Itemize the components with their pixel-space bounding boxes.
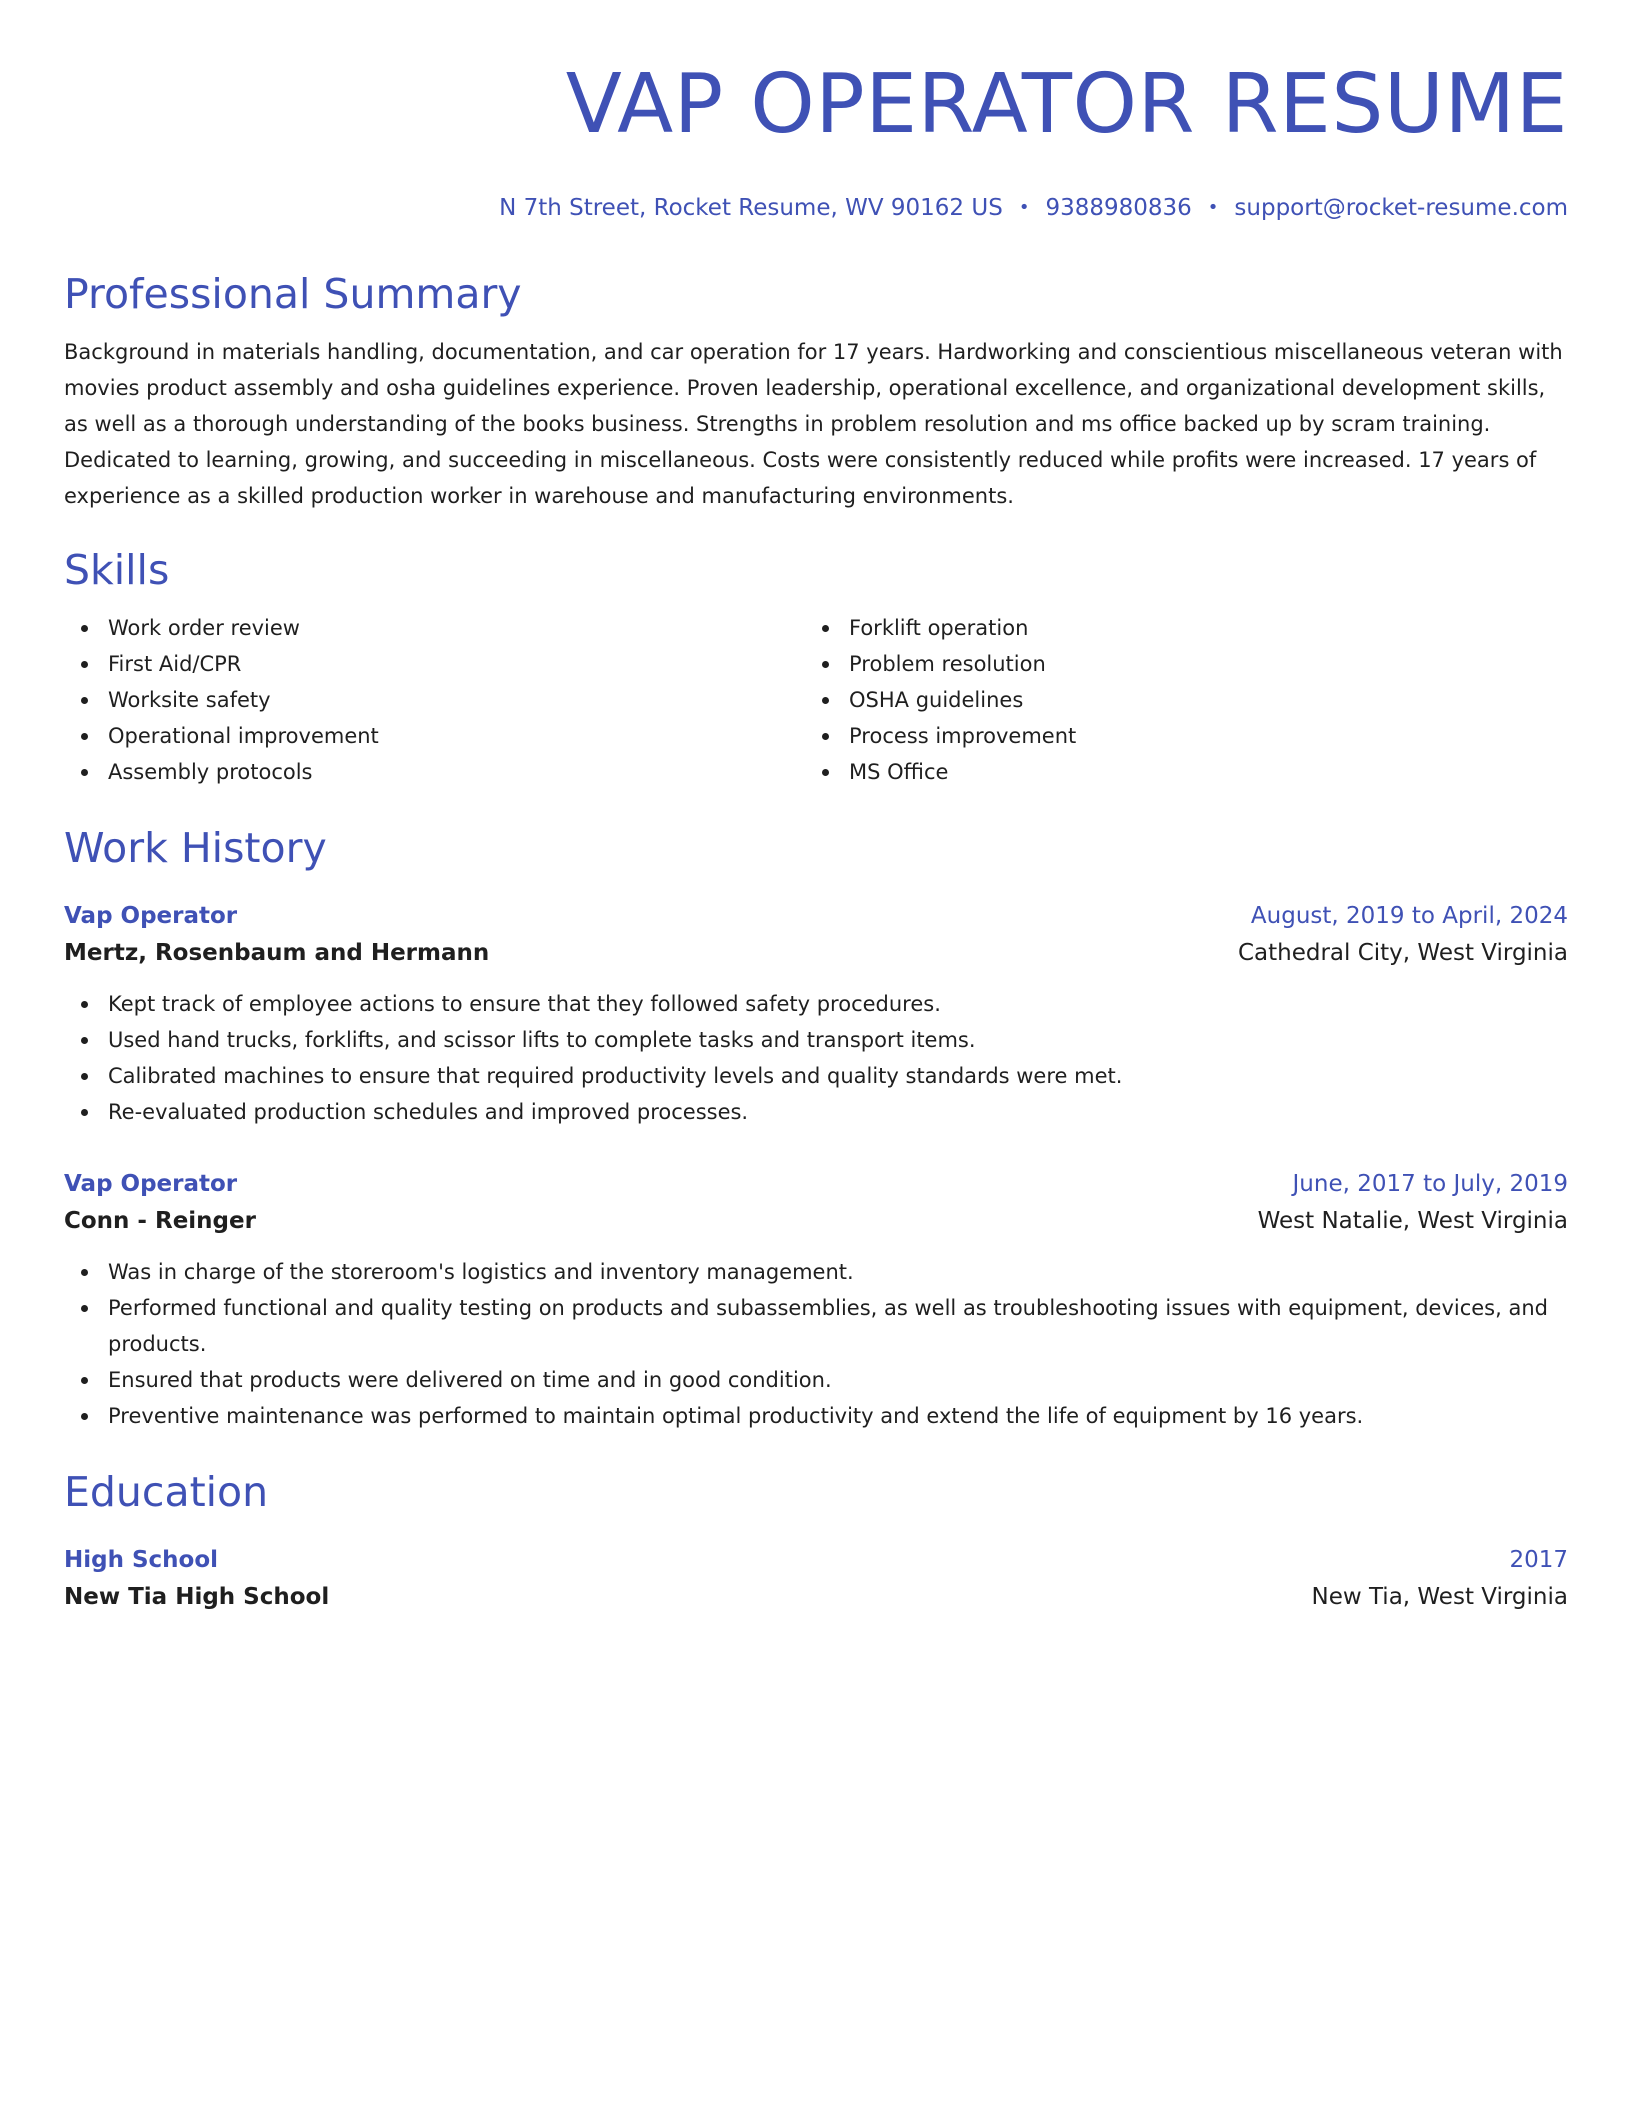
contact-address: N 7th Street, Rocket Resume, WV 90162 US <box>499 195 1003 221</box>
skill-item: Assembly protocols <box>64 754 805 790</box>
job-location: Cathedral City, West Virginia <box>1237 940 1568 966</box>
work-history-heading: Work History <box>64 824 327 872</box>
skills-list-right <box>805 610 1546 790</box>
job-entry <box>64 898 1568 1130</box>
job-dates: June, 2017 to July, 2019 <box>1292 1171 1568 1197</box>
skill-item: Problem resolution <box>805 646 1546 682</box>
job-duties <box>64 986 1568 1130</box>
skill-item: MS Office <box>805 754 1546 790</box>
job-company-row <box>64 1202 1568 1240</box>
job-role: Vap Operator <box>64 1171 238 1197</box>
skill-item: Process improvement <box>805 718 1546 754</box>
job-duty: Performed functional and quality testing on products and subassemblies, as well as troubleshooting issues with equipment, devices, and products. <box>64 1290 1568 1362</box>
job-duty: Ensured that products were delivered on time and in good condition. <box>64 1362 1568 1398</box>
skill-item: Worksite safety <box>64 682 805 718</box>
skill-item: First Aid/CPR <box>64 646 805 682</box>
job-company: Mertz, Rosenbaum and Hermann <box>64 940 490 966</box>
education-heading: Education <box>64 1468 269 1516</box>
skill-item: OSHA guidelines <box>805 682 1546 718</box>
job-header-row <box>64 898 1568 934</box>
job-dates: August, 2019 to April, 2024 <box>1250 903 1568 929</box>
education-location: New Tia, West Virginia <box>1311 1584 1568 1610</box>
skills-heading: Skills <box>64 546 170 594</box>
resume-title: VAP OPERATOR RESUME <box>565 57 1568 152</box>
skill-item: Operational improvement <box>64 718 805 754</box>
skill-item: Work order review <box>64 610 805 646</box>
job-company-row <box>64 934 1568 972</box>
job-header-row <box>64 1166 1568 1202</box>
summary-text: Background in materials handling, documentation, and car operation for 17 years. Hardworking and conscientious miscellaneous veteran with movies product assembly and osha guidelines experience. Proven leadership, operational excellence, and organizational development skills, as well as a thorough understanding of the books business. Strengths in problem resolution and ms office backed up by scram training. Dedicated to learning, growing, and succeeding in miscellaneous. Costs were consistently reduced while profits were increased. 17 years of experience as a skilled production worker in warehouse and manufacturing environments. <box>64 340 1563 508</box>
skills-list-left <box>64 610 805 790</box>
education-entry <box>64 1542 1568 1616</box>
job-entry <box>64 1166 1568 1434</box>
education-header-row <box>64 1542 1568 1578</box>
education-year: 2017 <box>1509 1547 1568 1573</box>
job-duty: Kept track of employee actions to ensure that they followed safety procedures. <box>64 986 1568 1022</box>
summary-heading: Professional Summary <box>64 270 522 318</box>
skill-item: Forklift operation <box>805 610 1546 646</box>
job-duty: Calibrated machines to ensure that required productivity levels and quality standards were met. <box>64 1058 1568 1094</box>
job-duty: Re-evaluated production schedules and improved processes. <box>64 1094 1568 1130</box>
job-duty: Was in charge of the storeroom's logistics and inventory management. <box>64 1254 1568 1290</box>
contact-separator: • <box>1018 197 1030 218</box>
contact-line <box>64 192 1568 224</box>
job-duties <box>64 1254 1568 1434</box>
education-school: New Tia High School <box>64 1584 330 1610</box>
contact-phone: 9388980836 <box>1045 195 1192 221</box>
education-school-row <box>64 1578 1568 1616</box>
job-company: Conn - Reinger <box>64 1208 256 1234</box>
job-duty: Preventive maintenance was performed to maintain optimal productivity and extend the life of equipment by 16 years. <box>64 1398 1568 1434</box>
job-location: West Natalie, West Virginia <box>1257 1208 1568 1234</box>
job-duty: Used hand trucks, forklifts, and scissor lifts to complete tasks and transport items. <box>64 1022 1568 1058</box>
job-role: Vap Operator <box>64 903 238 929</box>
contact-separator: • <box>1207 197 1219 218</box>
education-degree: High School <box>64 1547 219 1573</box>
skills-grid <box>64 610 1568 790</box>
contact-email: support@rocket-resume.com <box>1234 195 1568 221</box>
